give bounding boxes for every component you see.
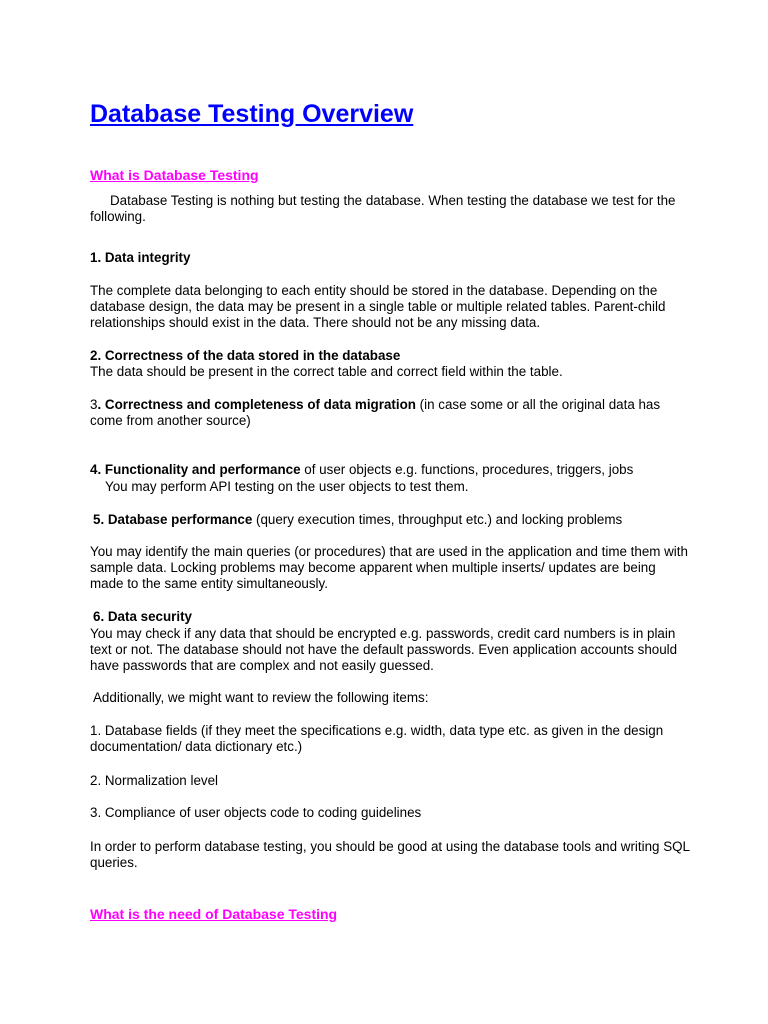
review-item-1: 1. Database fields (if they meet the specifications e.g. width, data type etc. as given in the design documentation/ data dictionary etc.) xyxy=(90,723,664,754)
item2-body: The data should be present in the correct table and correct field within the table. xyxy=(90,364,563,379)
review-item-3: 3. Compliance of user objects code to coding guidelines xyxy=(90,805,422,820)
item5-paragraph xyxy=(90,512,693,528)
item4-paragraph xyxy=(90,462,690,478)
item6-heading: 6. Data security xyxy=(93,609,192,624)
section-heading-need: What is the need of Database Testing xyxy=(90,906,338,922)
item3-body: (in case some or all the original data has come from another source) xyxy=(90,397,661,428)
item4-heading: 4. Functionality and performance xyxy=(90,462,301,477)
item4-note: You may perform API testing on the user objects to test them. xyxy=(105,479,469,494)
page-title: Database Testing Overview xyxy=(90,100,414,128)
item5-heading: 5. Database performance xyxy=(93,512,253,527)
additionally-text: Additionally, we might want to review the following items: xyxy=(93,690,429,705)
item3-number: 3 xyxy=(90,397,98,412)
review-item-2: 2. Normalization level xyxy=(90,773,219,788)
item1-heading: 1. Data integrity xyxy=(90,250,191,265)
conclusion-paragraph: In order to perform database testing, you should be good at using the database tools and writing SQL queries. xyxy=(90,839,690,870)
item3-paragraph xyxy=(90,397,690,429)
section-heading-what-is: What is Database Testing xyxy=(90,167,259,183)
item5-body: (query execution times, throughput etc.) and locking problems xyxy=(252,512,623,527)
item2-heading: 2. Correctness of the data stored in the database xyxy=(90,348,401,363)
item3-heading: . Correctness and completeness of data migration xyxy=(97,397,416,412)
item1-body: The complete data belonging to each entity should be stored in the database. Depending on the database design, the data may be present in a single table or multiple related tables. Parent-child relationships should exist in the data. There should not be any missing data. xyxy=(90,283,666,330)
item4-body: of user objects e.g. functions, procedures, triggers, jobs xyxy=(300,462,634,477)
item6-body: You may check if any data that should be encrypted e.g. passwords, credit card numbers is in plain text or not. The database should not have the default passwords. Even application accounts should have passwords that are complex and not easily guessed. xyxy=(90,626,678,673)
item5-detail: You may identify the main queries (or procedures) that are used in the application and time them with sample data. Locking problems may become apparent when multiple inserts/ updates are being made to the same entity simultaneously. xyxy=(90,544,688,591)
intro-paragraph: Database Testing is nothing but testing the database. When testing the database we test for the following. xyxy=(90,193,676,224)
